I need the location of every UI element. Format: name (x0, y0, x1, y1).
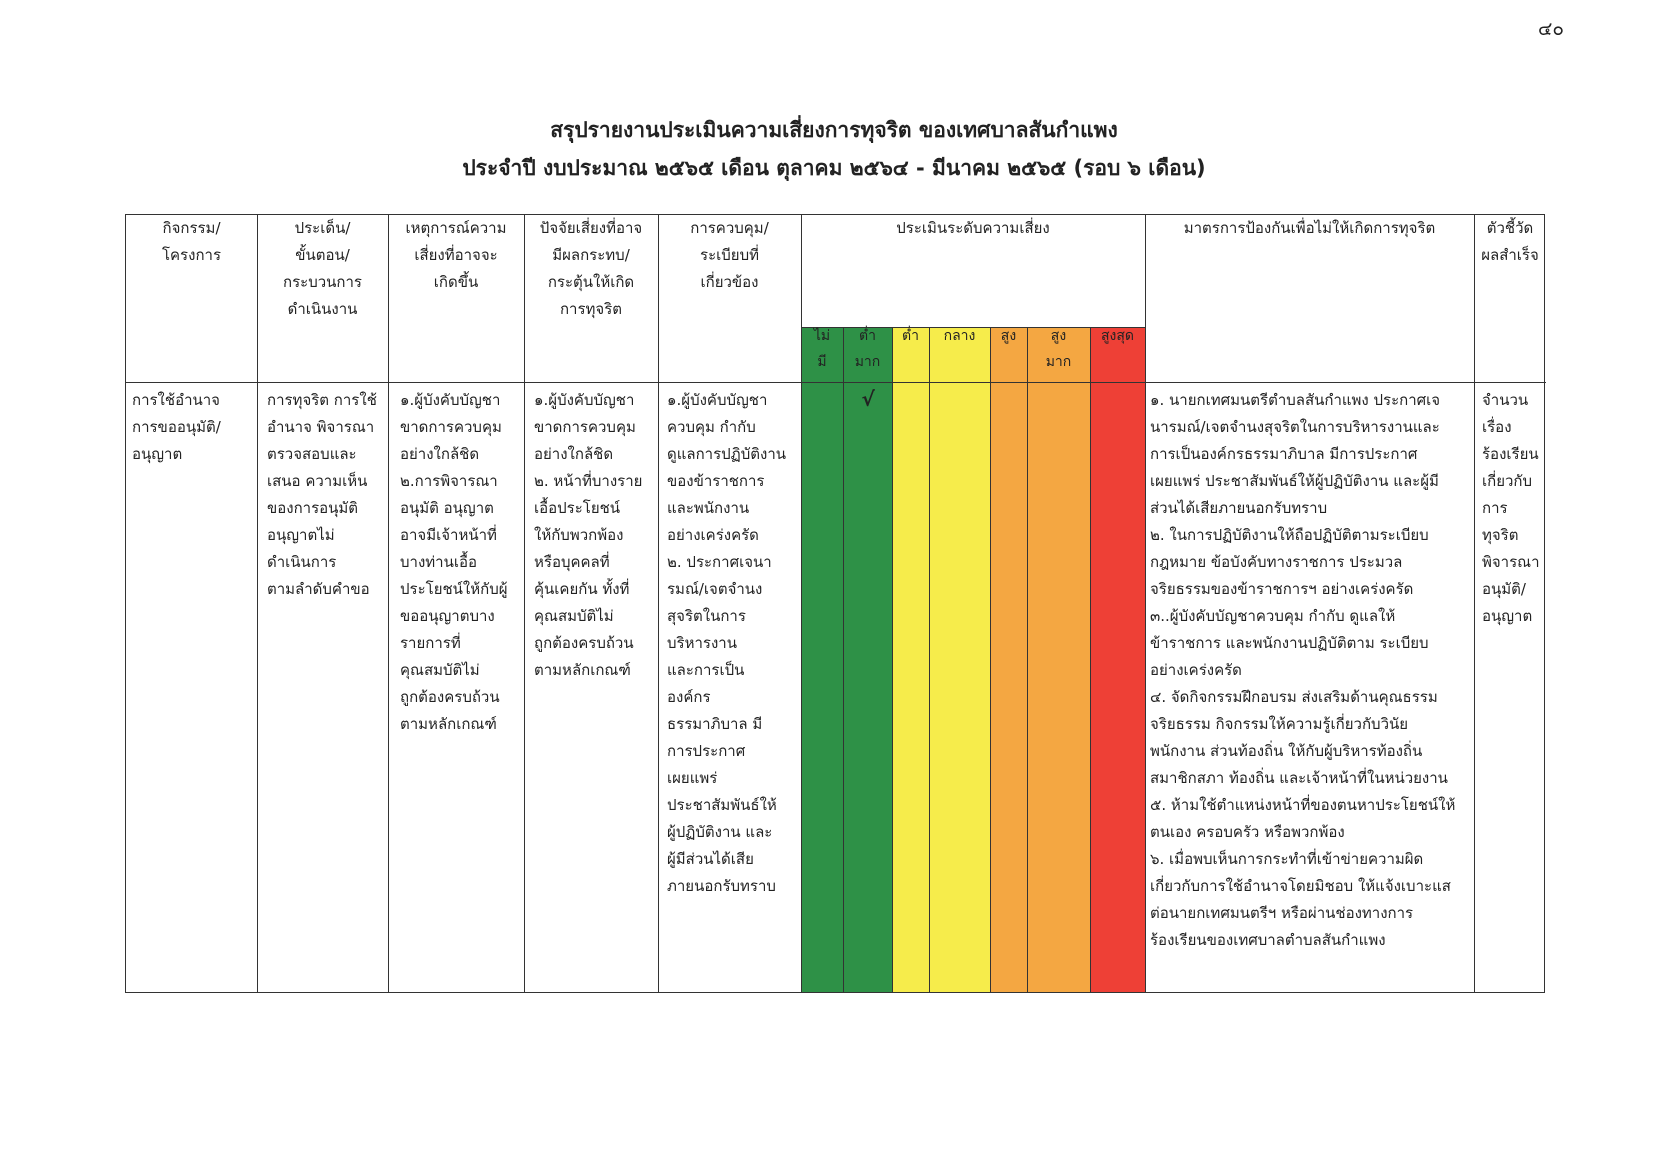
header-activity: กิจกรรม/ โครงการ (161, 219, 222, 264)
check-mark: √ (861, 387, 875, 411)
risk-level-label: สูงสุด (1100, 328, 1135, 344)
control-cell: ๑.ผู้บังคับบัญชา ควบคุม กำกับ ดูแลการปฏิบัติงาน ของข้าราชการ และพนักงาน อย่างเคร่งครัด ๒. ประกาศเจนา รมณ์/เจตจำนง สุจริตในการ บริหารงาน และการเป็น องค์กร ธรรมาภิบาล มี การประกาศ เผยแพร่ ประชาสัมพันธ์ให้ ผู้ปฏิบัติงาน และ ผู้มีส่วนได้เสีย ภายนอกรับทราบ (667, 391, 787, 895)
risk-level-label: ไม่ มี (813, 328, 831, 370)
column-divider (257, 215, 258, 992)
column-divider (388, 215, 389, 992)
header-row-divider (126, 382, 1546, 383)
column-divider (1145, 215, 1146, 992)
prevention-cell: ๑. นายกเทศมนตรีตำบลสันกำแพง ประกาศเจ นารมณ์/เจตจำนงสุจริตในการบริหารงานและ การเป็นองค์กรธรรมาภิบาล มีการประกาศ เผยแพร่ ประชาสัมพันธ์ให้ผู้ปฏิบัติงาน และผู้มี ส่วนได้เสียภายนอกรับทราบ ๒. ในการปฏิบัติงานให้ถือปฏิบัติตามระเบียบ กฎหมาย ข้อบังคับทางราชการ ประมวล จริยธรรมของข้าราชการฯ อย่างเคร่งครัด ๓..ผู้บังคับบัญชาควบคุม กำกับ ดูแลให้ ข้าราชการ และพนักงานปฏิบัติตาม ระเบียบ อย่างเคร่งครัด ๔. จัดกิจกรรมฝึกอบรม ส่งเสริมด้านคุณธรรม จริยธรรม กิจกรรมให้ความรู้เกี่ยวกับวินัย พนักงาน ส่วนท้องถิ่น ให้กับผู้บริหารท้องถิ่น สมาชิกสภา ท้องถิ่น และเจ้าหน้าที่ในหน่วยงาน ๕. ห้ามใช้ตำแหน่งหน้าที่ของตนหาประโยชน์ให้ ตนเอง ครอบครัว หรือพวกพ้อง ๖. เมื่อพบเห็นการกระทำที่เข้าข่ายความผิด เกี่ยวกับการใช้อำนาจโดยมิชอบ ให้แจ้งเบาะแส ต่อนายกเทศมนตรีฯ หรือผ่านช่องทางการ ร้องเรียนของเทศบาลตำบลสันกำแพง (1150, 391, 1456, 949)
column-divider (658, 215, 659, 992)
risk-band-6 (1090, 327, 1145, 992)
risk-level-label: สูง (1000, 328, 1017, 344)
risk-level-divider (843, 327, 844, 992)
risk-level-label: สูง มาก (1045, 328, 1072, 370)
risk-level-label: กลาง (943, 328, 976, 344)
risk-level-divider (1090, 327, 1091, 992)
header-issue: ประเด็น/ ขั้นตอน/ กระบวนการ ดำเนินงาน (283, 219, 362, 318)
header-risk-factor: ปัจจัยเสี่ยงที่อาจ มีผลกระทบ/ กระตุ้นให้เกิด การทุจริต (539, 219, 643, 318)
risk-band-0 (801, 327, 843, 992)
risk-level-divider (1027, 327, 1028, 992)
risk-event-cell: ๑.ผู้บังคับบัญชา ขาดการควบคุม อย่างใกล้ชิด ๒.การพิจารณา อนุมัติ อนุญาต อาจมีเจ้าหน้าที่ บางท่านเอื้อ ประโยชน์ให้กับผู้ ขออนุญาตบาง รายการที่ คุณสมบัติไม่ ถูกต้องครบถ้วน ตามหลักเกณฑ์ (400, 391, 508, 733)
risk-band-3 (929, 327, 990, 992)
report-subtitle: ประจำปี งบประมาณ ๒๕๖๕ เดือน ตุลาคม ๒๕๖๔ - มีนาคม ๒๕๖๕ (รอบ ๖ เดือน) (462, 156, 1206, 180)
column-divider (1474, 215, 1475, 992)
header-prevention: มาตรการป้องกันเพื่อไม่ให้เกิดการทุจริต (1183, 219, 1436, 237)
risk-level-divider (929, 327, 930, 992)
page-number: ๔๐ (1538, 18, 1564, 40)
header-risk-event: เหตุการณ์ความ เสี่ยงที่อาจจะ เกิดขึ้น (405, 219, 507, 291)
risk-band-1 (843, 327, 892, 992)
risk-level-label: ต่ำ (902, 328, 919, 344)
risk-band-2 (892, 327, 929, 992)
header-indicator: ตัวชี้วัด ผลสำเร็จ (1481, 219, 1539, 264)
risk-level-label: ต่ำ มาก (854, 328, 881, 370)
indicator-cell: จำนวน เรื่อง ร้องเรียน เกี่ยวกับ การ ทุจริต พิจารณา อนุมัติ/ อนุญาต (1482, 391, 1540, 625)
risk-band-5 (1027, 327, 1090, 992)
risk-level-divider (892, 327, 893, 992)
risk-factor-cell: ๑.ผู้บังคับบัญชา ขาดการควบคุม อย่างใกล้ชิด ๒. หน้าที่บางราย เอื้อประโยชน์ ให้กับพวกพ้อง หรือบุคคลที่ คุ้นเคยกัน ทั้งที่ คุณสมบัติไม่ ถูกต้องครบถ้วน ตามหลักเกณฑ์ (534, 391, 643, 679)
risk-band-4 (990, 327, 1027, 992)
issue-cell: การทุจริต การใช้ อำนาจ พิจารณา ตรวจสอบและ เสนอ ความเห็น ของการอนุมัติ อนุญาตไม่ ดำเนินการ ตามลำดับคำขอ (267, 391, 377, 598)
header-assessment: ประเมินระดับความเสี่ยง (896, 219, 1050, 237)
report-title: สรุปรายงานประเมินความเสี่ยงการทุจริต ของเทศบาลสันกำแพง (550, 118, 1118, 142)
header-control: การควบคุม/ ระเบียบที่ เกี่ยวข้อง (690, 219, 769, 291)
column-divider (524, 215, 525, 992)
risk-assessment-table (125, 214, 1545, 993)
risk-level-divider (990, 327, 991, 992)
activity-cell: การใช้อำนาจ การขออนุมัติ/ อนุญาต (132, 391, 221, 463)
